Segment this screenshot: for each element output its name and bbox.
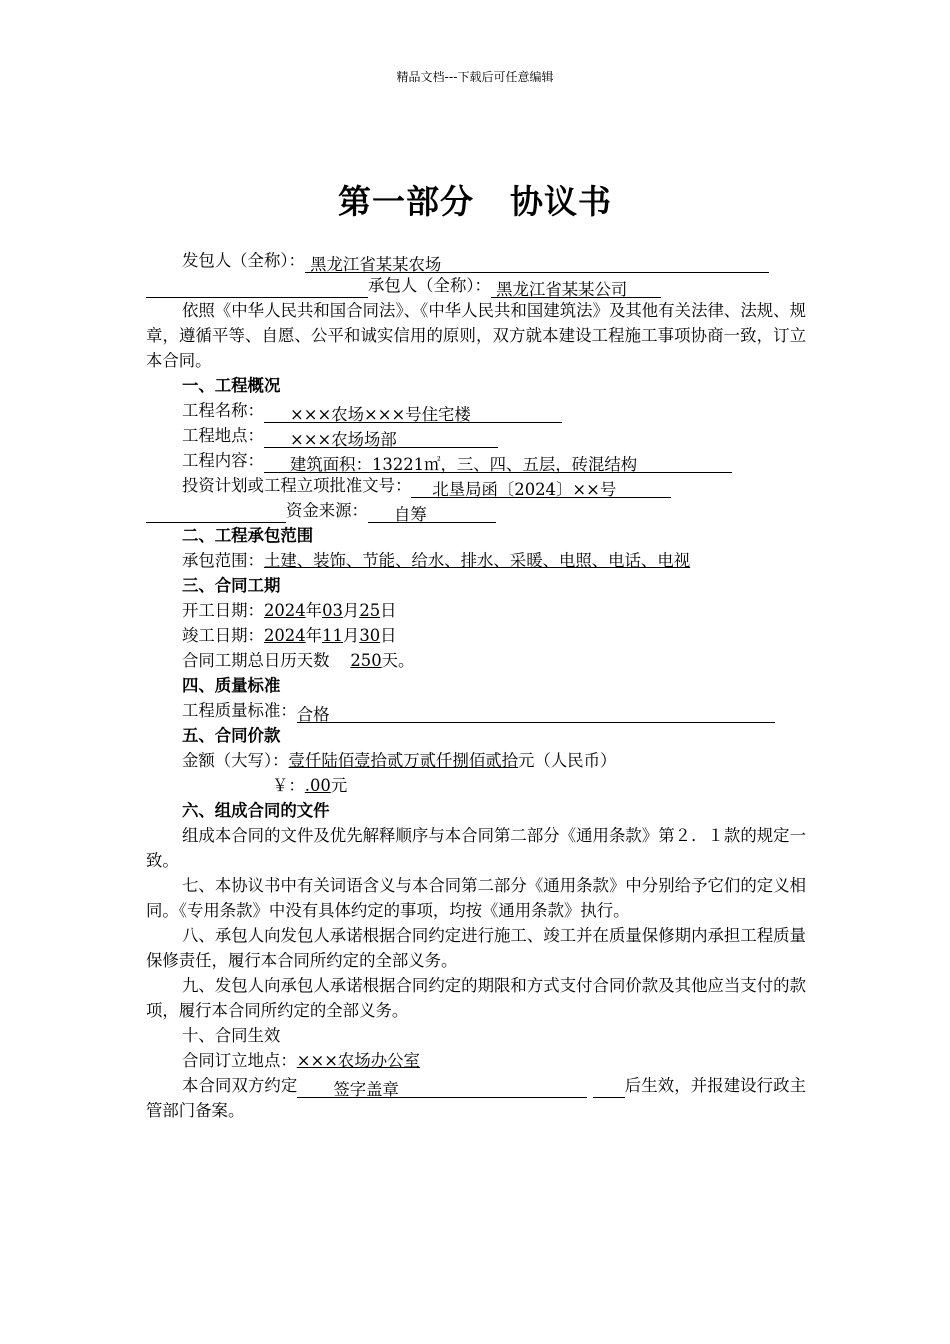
title-name: 协议书 <box>510 182 612 221</box>
approval-value: 北垦局函〔2024〕××号 <box>432 480 617 499</box>
scope-line <box>146 548 806 573</box>
title-part: 第一部分 <box>338 182 474 221</box>
scope-value: 土建、装饰、节能、给水、排水、采暖、电照、电话、电视 <box>263 551 691 570</box>
project-content-value: 建筑面积：13221㎡，三、四、五层，砖混结构 <box>290 455 638 474</box>
section-4-heading: 四、质量标准 <box>182 676 281 695</box>
quality-value: 合格 <box>296 705 330 724</box>
employer-line <box>146 248 806 273</box>
start-day-unit: 日 <box>380 601 397 620</box>
section-6-heading: 六、组成合同的文件 <box>182 801 330 820</box>
end-day-unit: 日 <box>380 626 397 645</box>
start-month: 03 <box>322 601 343 620</box>
start-month-unit: 月 <box>342 601 360 620</box>
quality-field <box>297 702 775 723</box>
section-6-text: 组成本合同的文件及优先解释顺序与本合同第二部分《通用条款》第２．１款的规定一致。 <box>146 826 806 870</box>
project-site-field <box>264 427 498 448</box>
section-10-heading: 十、合同生效 <box>182 1026 281 1045</box>
total-days-label: 合同工期总日历天数 <box>182 651 330 670</box>
effective-blank <box>593 1077 625 1098</box>
amount-figure-value: .00 <box>304 776 331 795</box>
effective-suffix: 后生效，并报建设行政主管部门备案。 <box>146 1076 807 1120</box>
total-days-line <box>146 648 806 673</box>
scope-label: 承包范围： <box>182 551 264 570</box>
project-site-line <box>146 423 806 448</box>
amount-words-label: 金额（大写）： <box>182 751 289 770</box>
employer-label: 发包人（全称）： <box>182 251 305 270</box>
quality-label: 工程质量标准： <box>182 701 297 720</box>
contractor-label: 承包人（全称）： <box>368 276 491 295</box>
start-year: 2024 <box>263 601 306 620</box>
fund-source-value: 自筹 <box>394 505 427 524</box>
amount-figure-line <box>146 773 806 798</box>
end-date-label: 竣工日期： <box>182 626 264 645</box>
amount-figure-label: ￥： <box>272 776 305 795</box>
end-year-unit: 年 <box>305 626 323 645</box>
approval-field <box>411 477 671 498</box>
start-date-line <box>146 598 806 623</box>
contractor-line <box>146 273 806 298</box>
fund-source-field <box>368 502 496 523</box>
employer-field <box>305 252 769 273</box>
fund-source-label: 资金来源： <box>286 501 368 520</box>
effective-value: 签字盖章 <box>333 1080 399 1099</box>
signing-place-value: ×××农场办公室 <box>296 1051 420 1070</box>
effective-paragraph <box>146 1073 806 1123</box>
section-7-text: 七、本协议书中有关词语含义与本合同第二部分《通用条款》中分别给予它们的定义相同。《专用条款》中没有具体约定的事项，均按《通用条款》执行。 <box>146 876 806 920</box>
section-8-text: 八、承包人向发包人承诺根据合同约定进行施工、竣工并在质量保修期内承担工程质量保修责任，履行本合同所约定的全部义务。 <box>146 926 806 970</box>
project-content-line <box>146 448 806 473</box>
effective-prefix: 本合同双方约定 <box>182 1076 298 1095</box>
project-site-value: ×××农场场部 <box>290 430 397 449</box>
project-site-label: 工程地点： <box>182 426 264 445</box>
project-name-label: 工程名称： <box>182 401 264 420</box>
amount-words-line <box>146 748 806 773</box>
agreement-body <box>146 248 806 1123</box>
approval-label: 投资计划或工程立项批准文号： <box>182 476 412 495</box>
start-date-label: 开工日期： <box>182 601 264 620</box>
end-day: 30 <box>359 626 381 645</box>
effective-field <box>297 1077 587 1098</box>
fund-source-line <box>146 498 806 523</box>
end-date-line <box>146 623 806 648</box>
contractor-value: 黑龙江省某某公司 <box>496 280 628 299</box>
section-2-heading: 二、工程承包范围 <box>182 526 314 545</box>
employer-value: 黑龙江省某某农场 <box>310 255 442 274</box>
project-content-label: 工程内容： <box>182 451 264 470</box>
section-5-heading: 五、合同价款 <box>182 726 281 745</box>
section-1-heading: 一、工程概况 <box>182 376 281 395</box>
total-days-unit: 天。 <box>381 651 415 670</box>
amount-figure-suffix: 元 <box>330 776 348 795</box>
start-year-unit: 年 <box>305 601 323 620</box>
total-days-value: 250 <box>350 651 382 670</box>
contractor-blank <box>146 277 368 298</box>
document-title <box>0 176 950 223</box>
page-header: 精品文档---下载后可任意编辑 <box>396 70 554 84</box>
quality-line <box>146 698 806 723</box>
contractor-field <box>491 277 661 298</box>
project-name-value: ×××农场×××号住宅楼 <box>290 405 471 424</box>
end-month: 11 <box>322 626 343 645</box>
signing-place-label: 合同订立地点： <box>182 1051 297 1070</box>
amount-words-suffix: 元（人民币） <box>518 751 617 770</box>
approval-line <box>146 473 806 498</box>
intro-paragraph: 依照《中华人民共和国合同法》、《中华人民共和国建筑法》及其他有关法律、法规、规章，遵循平等、自愿、公平和诚实信用的原则，双方就本建设工程施工事项协商一致，订立本合同。 <box>146 301 806 370</box>
project-content-field <box>264 452 732 473</box>
fund-blank <box>146 502 286 523</box>
end-month-unit: 月 <box>342 626 360 645</box>
start-day: 25 <box>359 601 381 620</box>
amount-words-value: 壹仟陆佰壹拾贰万贰仟捌佰贰拾 <box>288 751 519 770</box>
project-name-line <box>146 398 806 423</box>
project-name-field <box>264 402 562 423</box>
section-3-heading: 三、合同工期 <box>182 576 281 595</box>
signing-place-line <box>146 1048 806 1073</box>
section-9-text: 九、发包人向承包人承诺根据合同约定的期限和方式支付合同价款及其他应当支付的款项，履行本合同所约定的全部义务。 <box>146 976 806 1020</box>
end-year: 2024 <box>263 626 306 645</box>
